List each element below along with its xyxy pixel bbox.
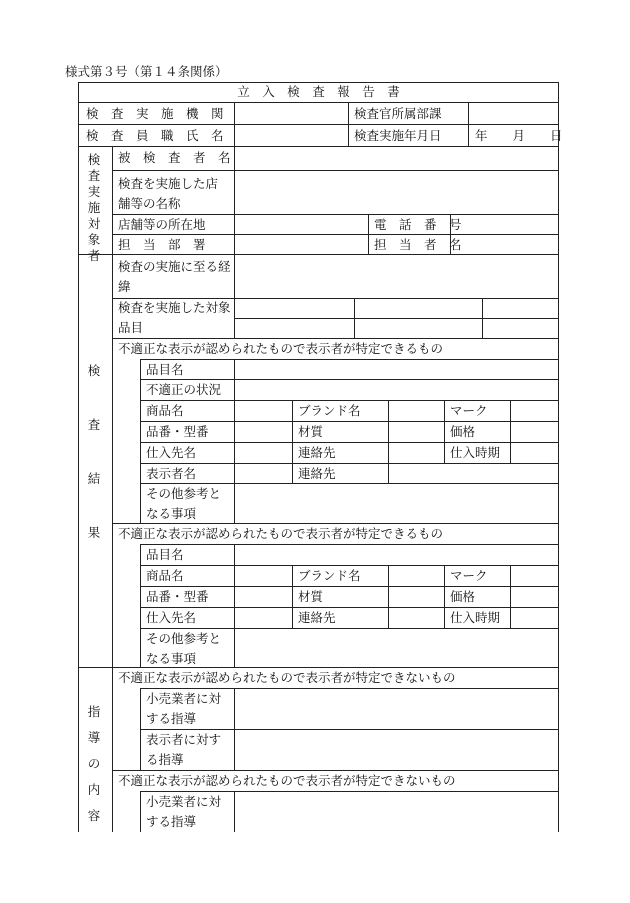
- inspected-label: 被 検 査 者 名: [118, 150, 231, 165]
- rule: [78, 254, 559, 255]
- mark-label: マーク: [450, 403, 488, 418]
- rule: [78, 124, 559, 125]
- rule: [510, 400, 511, 463]
- phone-label: 電 話 番 号: [374, 217, 462, 232]
- results-side-label: 検査結果: [87, 363, 101, 540]
- address-label: 店舗等の所在地: [118, 217, 206, 232]
- dept-label: 検査官所属部課: [354, 106, 442, 121]
- rule: [140, 544, 141, 667]
- other-notes-label-2: その他参考となる事項: [146, 631, 222, 666]
- price-label-2: 価格: [450, 589, 476, 604]
- rule: [234, 318, 559, 319]
- rule: [510, 565, 511, 628]
- material-label: 材質: [298, 424, 324, 439]
- dept-label-2: 担 当 部 署: [118, 237, 206, 252]
- rule: [292, 400, 293, 483]
- model-no-label-2: 品番・型番: [146, 589, 209, 604]
- product-name-label: 品目名: [146, 362, 184, 377]
- commercial-name-label: 商品名: [146, 403, 184, 418]
- date-value: 年 月 日: [475, 128, 563, 143]
- rule: [234, 544, 235, 667]
- rule: [140, 359, 141, 523]
- section2-heading: 不適正な表示が認められたもので表示者が特定できるもの: [118, 526, 444, 541]
- rule: [444, 565, 445, 628]
- rule: [78, 146, 559, 147]
- brand-name-label-2: ブランド名: [298, 568, 361, 583]
- material-label-2: 材質: [298, 589, 324, 604]
- rule: [234, 146, 235, 254]
- rule: [234, 359, 235, 523]
- guidance-heading-2: 不適正な表示が認められたもので表示者が特定できないもの: [118, 773, 456, 788]
- form-title: 立 入 検 査 報 告 書: [237, 84, 400, 99]
- purchase-date-label-2: 仕入時期: [450, 610, 501, 625]
- target-side-label: 検査実施対象者: [87, 152, 101, 263]
- rule: [388, 400, 389, 483]
- items-label: 検査を実施した対象品目: [118, 300, 231, 335]
- background-label: 検査の実施に至る経緯: [118, 259, 231, 294]
- date-label: 検査実施年月日: [354, 128, 442, 143]
- agency-label: 検 査 実 施 機 関: [86, 106, 224, 121]
- rule: [354, 298, 355, 338]
- rule: [140, 359, 559, 360]
- violation-status-label: 不適正の状況: [146, 382, 222, 397]
- supplier-label-2: 仕入先名: [146, 610, 197, 625]
- rule: [388, 565, 389, 628]
- rule: [468, 102, 469, 146]
- model-no-label: 品番・型番: [146, 424, 209, 439]
- person-label: 担 当 者 名: [374, 237, 462, 252]
- rule: [292, 565, 293, 628]
- product-name-label-2: 品目名: [146, 547, 184, 562]
- retailer-guidance-label-2: 小売業者に対する指導: [146, 794, 222, 829]
- rule: [482, 298, 483, 338]
- rule: [234, 102, 235, 146]
- labeler-guidance-label: 表示者に対する指導: [146, 732, 222, 767]
- rule: [444, 400, 445, 463]
- rule: [234, 254, 235, 338]
- price-label: 価格: [450, 424, 476, 439]
- rule: [140, 544, 559, 545]
- inspection-report-form: [78, 82, 563, 832]
- staff-label: 検 査 員 職 氏 名: [86, 128, 224, 143]
- guidance-side-label: 指 導 の 内 容: [87, 704, 113, 823]
- contact-label-3: 連絡先: [298, 610, 336, 625]
- other-notes-label: その他参考となる事項: [146, 486, 222, 521]
- supplier-label: 仕入先名: [146, 445, 197, 460]
- rule: [78, 102, 559, 103]
- commercial-name-label-2: 商品名: [146, 568, 184, 583]
- rule: [348, 102, 349, 146]
- retailer-guidance-label: 小売業者に対する指導: [146, 691, 222, 726]
- labeler-label: 表示者名: [146, 466, 197, 481]
- rule: [234, 791, 235, 832]
- store-name-label: 検査を実施した店舗等の名称: [118, 176, 219, 211]
- rule: [140, 791, 141, 832]
- purchase-date-label: 仕入時期: [450, 445, 501, 460]
- mark-label-2: マーク: [450, 568, 488, 583]
- contact-label-2: 連絡先: [298, 466, 336, 481]
- rule: [112, 170, 559, 171]
- rule: [140, 463, 559, 464]
- contact-label: 連絡先: [298, 445, 336, 460]
- form-number: 様式第３号（第１４条関係）: [65, 64, 228, 79]
- section1-heading: 不適正な表示が認められたもので表示者が特定できるもの: [118, 341, 444, 356]
- guidance-heading-1: 不適正な表示が認められたもので表示者が特定できないもの: [118, 670, 456, 685]
- brand-name-label: ブランド名: [298, 403, 361, 418]
